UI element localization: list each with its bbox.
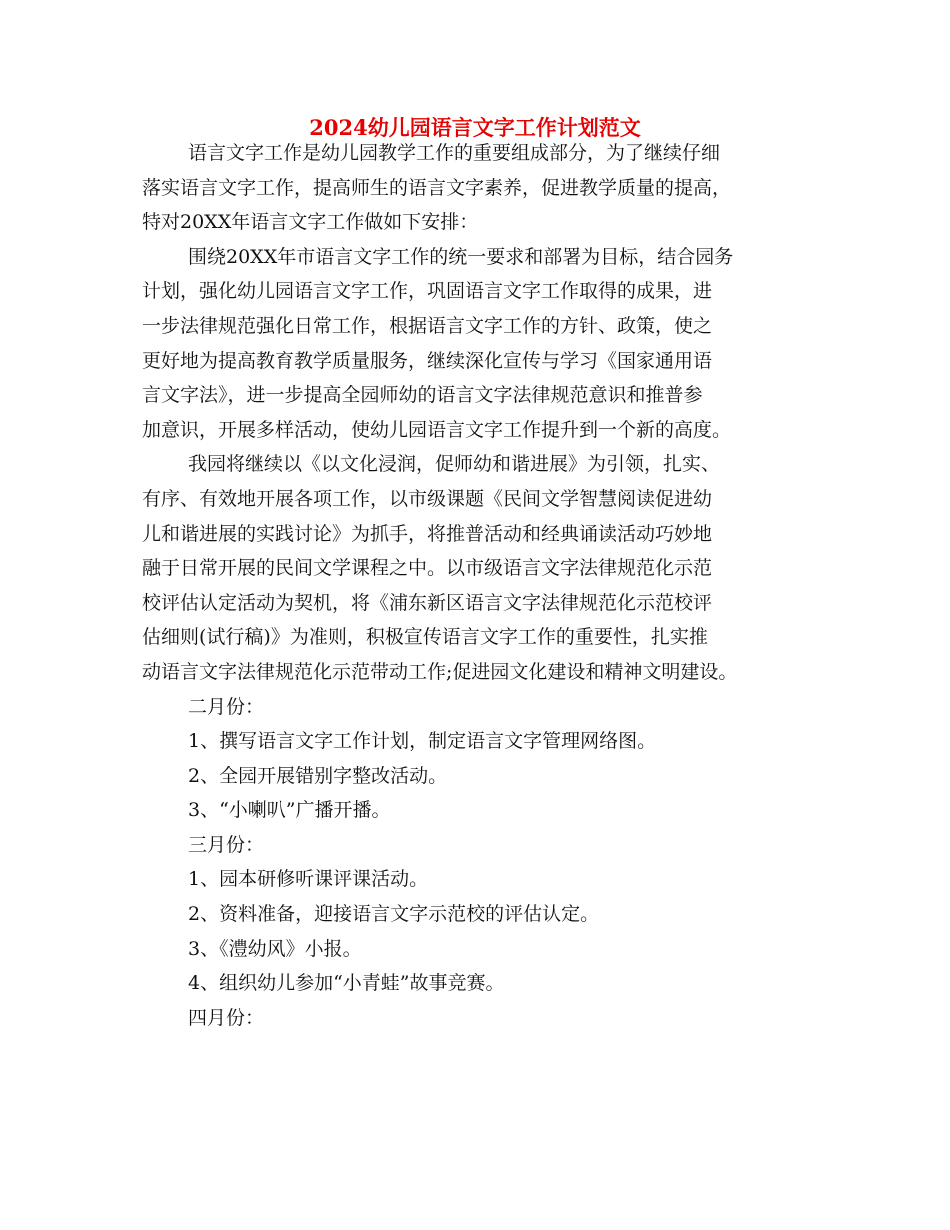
text-line: 有序、有效地开展各项工作，以市级课题《民间文学智慧阅读促进幼: [142, 487, 713, 510]
text-line: 1、园本研修听课评课活动。: [188, 868, 429, 891]
text-line: 更好地为提高教育教学质量服务，继续深化宣传与学习《国家通用语: [142, 349, 713, 372]
text-line: 1、撰写语言文字工作计划，制定语言文字管理网络图。: [188, 730, 657, 753]
text-line: 校评估认定活动为契机，将《浦东新区语言文字法律规范化示范校评: [142, 591, 713, 614]
text-line: 3、《澧幼风》小报。: [188, 937, 362, 960]
text-line: 三月份：: [188, 833, 265, 856]
text-line: 估细则(试行稿)》为准则，积极宣传语言文字工作的重要性，扎实推: [142, 626, 708, 649]
text-line: 计划，强化幼儿园语言文字工作，巩固语言文字工作取得的成果，进: [142, 280, 713, 303]
text-line: 一步法律规范强化日常工作，根据语言文字工作的方针、政策，使之: [142, 314, 713, 337]
document-body: [142, 136, 822, 1035]
text-line: 言文字法》，进一步提高全园师幼的语言文字法律规范意识和推普参: [142, 384, 703, 407]
text-line: 语言文字工作是幼儿园教学工作的重要组成部分，为了继续仔细: [188, 142, 721, 164]
text-line: 3、“小喇叭”广播开播。: [188, 799, 391, 822]
text-line: 4、组织幼儿参加“小青蛙”故事竞赛。: [188, 972, 505, 995]
text-line: 2、全园开展错别字整改活动。: [188, 764, 448, 787]
document-title: 2024幼儿园语言文字工作计划范文: [309, 115, 641, 140]
text-line: 2、资料准备，迎接语言文字示范校的评估认定。: [188, 903, 600, 926]
text-line: 融于日常开展的民间文学课程之中。以市级语言文字法律规范化示范: [142, 557, 713, 580]
text-line: 加意识，开展多样活动，使幼儿园语言文字工作提升到一个新的高度。: [142, 418, 732, 441]
text-line: 落实语言文字工作，提高师生的语言文字素养，促进教学质量的提高，: [142, 176, 732, 199]
text-line: 围绕20XX年市语言文字工作的统一要求和部署为目标，结合园务: [188, 245, 734, 268]
text-line: 儿和谐进展的实践讨论》为抓手，将推普活动和经典诵读活动巧妙地: [142, 522, 713, 545]
text-line: 四月份：: [188, 1006, 265, 1029]
text-line: 动语言文字法律规范化示范带动工作;促进园文化建设和精神文明建设。: [142, 660, 738, 683]
text-line: 我园将继续以《以文化浸润，促师幼和谐进展》为引领，扎实、: [188, 453, 721, 476]
text-line: 特对20XX年语言文字工作做如下安排：: [142, 211, 479, 234]
text-line: 二月份：: [188, 695, 265, 718]
